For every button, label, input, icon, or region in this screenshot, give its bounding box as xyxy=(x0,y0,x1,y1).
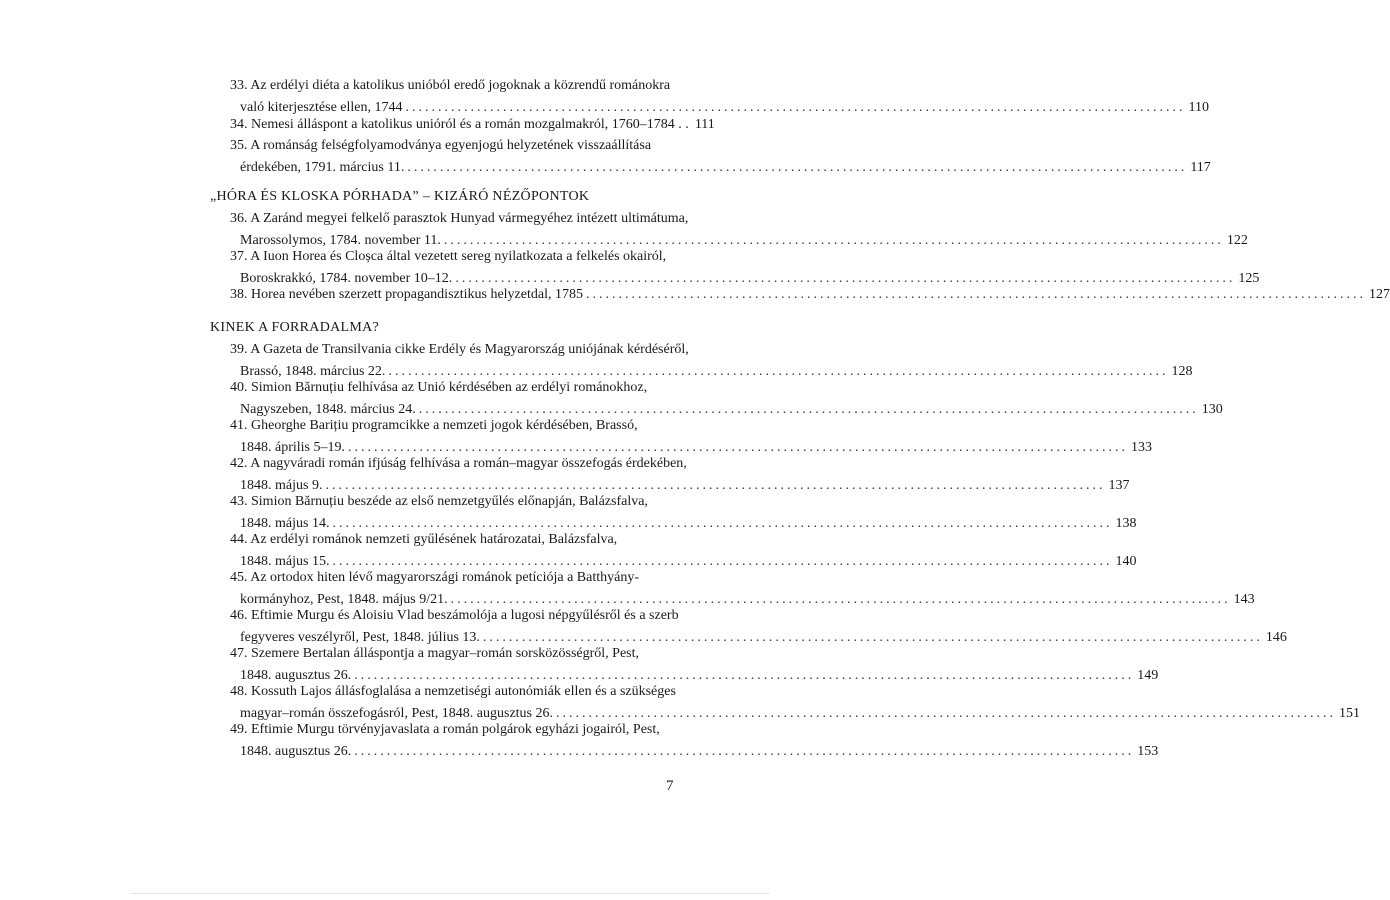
entry-page-number: 138 xyxy=(1115,516,1137,531)
toc-entry-34 xyxy=(230,114,715,136)
leader-dots: ........................................................................................................................ xyxy=(388,364,1169,379)
entry-line: 35. A románság felségfolyamodványa egyenjogú helyzetének visszaállítása xyxy=(230,138,652,153)
entry-text: való kiterjesztése ellen, 1744 xyxy=(240,100,403,115)
entry-page-number: 125 xyxy=(1238,271,1260,286)
entry-text: 1848. május 14. xyxy=(240,516,330,531)
leader-dots: ........................................................................................................................ xyxy=(325,478,1106,493)
entry-page-number: 130 xyxy=(1201,402,1223,417)
entry-page-number: 143 xyxy=(1233,592,1255,607)
entry-line: 45. Az ortodox hiten lévő magyarországi románok petíciója a Batthyány- xyxy=(230,570,639,585)
entry-page-number: 133 xyxy=(1131,440,1152,455)
entry-line: 44. Az erdélyi románok nemzeti gyűlésének határozatai, Balázsfalva, xyxy=(230,532,618,547)
entry-text: 34. Nemesi álláspont a katolikus unióról és a román mozgalmakról, 1760–1784 . . xyxy=(230,117,689,132)
entry-last-line xyxy=(230,157,1211,179)
leader-dots: ........................................................................................................................ xyxy=(556,706,1336,721)
section-heading: KINEK A FORRADALMA? xyxy=(210,320,380,335)
entry-page-number: 117 xyxy=(1190,160,1211,175)
entry-page-number: 137 xyxy=(1108,478,1130,493)
entry-page-number: 122 xyxy=(1226,233,1248,248)
toc-entry-33 xyxy=(230,75,1209,119)
entry-page-number: 149 xyxy=(1137,668,1159,683)
entry-line: 37. A Iuon Horea és Cloșca által vezetett sereg nyilatkozata a felkelés okairól, xyxy=(230,249,667,264)
entry-line: 47. Szemere Bertalan álláspontja a magyar–román sorsközösségről, Pest, xyxy=(230,646,639,661)
toc-entry-35 xyxy=(230,135,1211,179)
entry-page-number: 151 xyxy=(1339,706,1360,721)
entry-text: Marossolymos, 1784. november 11. xyxy=(240,233,441,248)
toc-entry-38 xyxy=(230,284,1390,306)
entry-line: 48. Kossuth Lajos állásfoglalása a nemzetiségi autonómiák ellen és a szükséges xyxy=(230,684,676,699)
entry-line: 41. Gheorghe Barițiu programcikke a nemzeti jogok kérdésében, Brassó, xyxy=(230,418,638,433)
leader-dots: ........................................................................................................................ xyxy=(443,233,1224,248)
entry-line: 43. Simion Bărnuțiu beszéde az első nemzetgyűlés előnapján, Balázsfalva, xyxy=(230,494,648,509)
entry-page-number: 127 xyxy=(1368,287,1390,302)
entry-line: 42. A nagyváradi román ifjúság felhívása a román–magyar összefogás érdekében, xyxy=(230,456,687,471)
entry-text: Nagyszeben, 1848. március 24. xyxy=(240,402,416,417)
entry-page-number: 146 xyxy=(1265,630,1287,645)
entry-text: fegyveres veszélyről, Pest, 1848. július 13. xyxy=(240,630,480,645)
entry-last-line xyxy=(230,284,1390,306)
entry-text: kormányhoz, Pest, 1848. május 9/21. xyxy=(240,592,448,607)
entry-page-number: 128 xyxy=(1171,364,1193,379)
entry-text: 1848. augusztus 26. xyxy=(240,744,352,759)
leader-dots: ........................................................................................................................ xyxy=(585,287,1366,302)
entry-line: 49. Eftimie Murgu törvényjavaslata a román polgárok egyházi jogairól, Pest, xyxy=(230,722,660,737)
entry-line: 39. A Gazeta de Transilvania cikke Erdély és Magyarország uniójának kérdéséről, xyxy=(230,342,689,357)
bottom-divider xyxy=(130,893,770,894)
entry-text: 1848. május 9. xyxy=(240,478,323,493)
entry-text: Boroskrakkó, 1784. november 10–12. xyxy=(240,271,453,286)
entry-text: 1848. április 5–19. xyxy=(240,440,345,455)
entry-text: magyar–román összefogásról, Pest, 1848. augusztus 26. xyxy=(240,706,553,721)
leader-dots: ........................................................................................................................ xyxy=(450,592,1231,607)
leader-dots: ........................................................................................................................ xyxy=(354,744,1135,759)
entry-text: Brassó, 1848. március 22. xyxy=(240,364,386,379)
entry-text: érdekében, 1791. március 11. xyxy=(240,160,405,175)
leader-dots: ........................................................................................................................ xyxy=(418,402,1199,417)
entry-last-line xyxy=(230,114,715,136)
entry-text: 38. Horea nevében szerzett propagandisztikus helyzetdal, 1785 xyxy=(230,287,583,302)
entry-line: 46. Eftimie Murgu és Aloisiu Vlad beszámolója a lugosi népgyűlésről és a szerb xyxy=(230,608,679,623)
entry-page-number: 110 xyxy=(1188,100,1209,115)
entry-page-number: 153 xyxy=(1137,744,1159,759)
entry-page-number: 140 xyxy=(1115,554,1137,569)
entry-line: 40. Simion Bărnuțiu felhívása az Unió kérdésében az erdélyi románokhoz, xyxy=(230,380,648,395)
entry-line: 36. A Zaránd megyei felkelő parasztok Hunyad vármegyéhez intézett ultimátuma, xyxy=(230,211,689,226)
leader-dots: ........................................................................................................................ xyxy=(332,554,1113,569)
leader-dots: ........................................................................................................................ xyxy=(332,516,1113,531)
page-number: 7 xyxy=(666,778,674,794)
entry-last-line xyxy=(230,741,1159,763)
leader-dots: ........................................................................................................................ xyxy=(348,440,1128,455)
entry-line: 33. Az erdélyi diéta a katolikus unióból eredő jogoknak a közrendű románokra xyxy=(230,78,671,93)
toc-entry-49 xyxy=(230,719,1159,763)
leader-dots: ........................................................................................................................ xyxy=(482,630,1263,645)
leader-dots: ........................................................................................................................ xyxy=(407,160,1188,175)
leader-dots: ........................................................................................................................ xyxy=(405,100,1186,115)
leader-dots: ........................................................................................................................ xyxy=(354,668,1135,683)
section-heading: „HÓRA ÉS KLOSKA PÓRHADA” – KIZÁRÓ NÉZŐPONTOK xyxy=(210,189,590,204)
entry-text: 1848. május 15. xyxy=(240,554,330,569)
entry-page-number: 111 xyxy=(694,117,715,132)
entry-text: 1848. augusztus 26. xyxy=(240,668,352,683)
leader-dots: ........................................................................................................................ xyxy=(455,271,1236,286)
